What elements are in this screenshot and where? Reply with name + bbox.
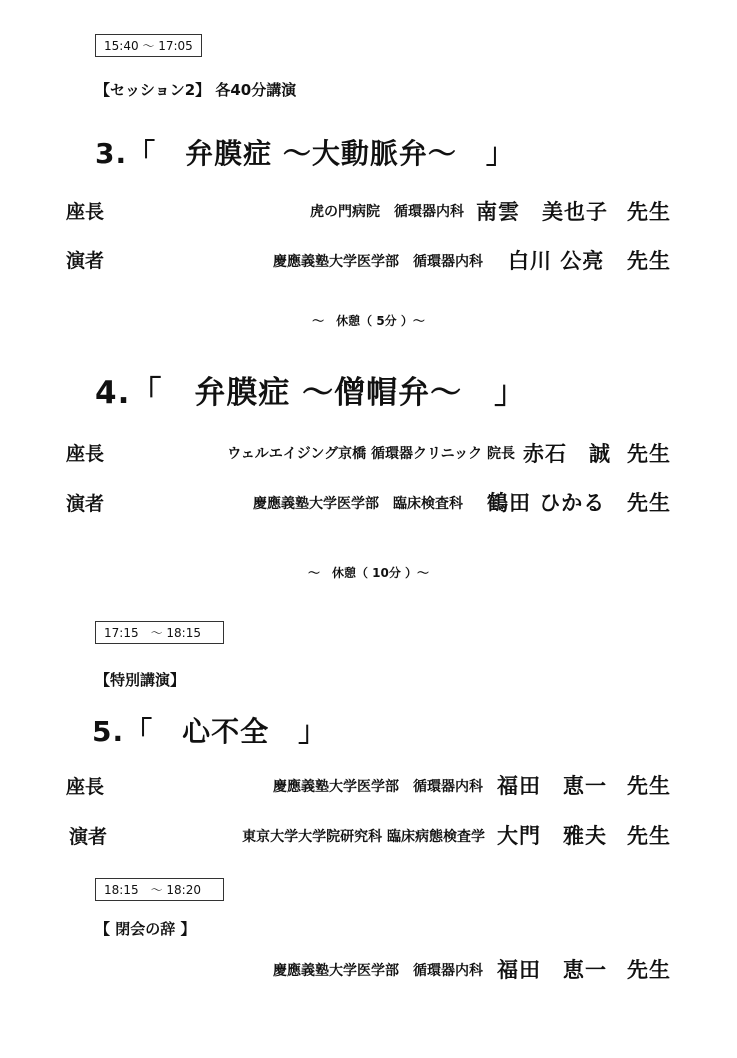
lecture3-chair-role: 座長 <box>66 201 105 223</box>
lecture5-speaker-role: 演者 <box>69 826 108 848</box>
session2-header: 【セッション2】 各40分講演 <box>95 81 297 99</box>
special-time-box: 17:15 ～ 18:15 <box>95 621 224 644</box>
lecture4-speaker-affiliation: 慶應義塾大学医学部 臨床検査科 <box>253 496 463 512</box>
lecture5-speaker-name: 大門 雅夫 <box>497 824 607 848</box>
closing-honorific: 先生 <box>627 958 671 982</box>
lecture3-chair-affiliation: 虎の門病院 循環器内科 <box>310 204 464 220</box>
lecture4-speaker-role: 演者 <box>66 493 105 515</box>
break-1: ～ 休憩（ 5分 ）～ <box>312 314 425 328</box>
lecture4-speaker-honorific: 先生 <box>627 491 671 515</box>
lecture3-chair-name: 南雲 美也子 <box>476 200 608 224</box>
break-2: ～ 休憩（ 10分 ）～ <box>307 566 430 580</box>
lecture5-speaker-affiliation: 東京大学大学院研究科 臨床病態検査学 <box>242 829 485 845</box>
lecture4-chair-honorific: 先生 <box>627 442 671 466</box>
lecture4-chair-name: 赤石 誠 <box>523 442 611 466</box>
lecture4-chair-role: 座長 <box>66 443 105 465</box>
lecture5-chair-honorific: 先生 <box>627 774 671 798</box>
lecture3-title: 3.「 弁膜症 ～大動脈弁～ 」 <box>95 137 515 170</box>
closing-header: 【 閉会の辞 】 <box>95 920 196 938</box>
lecture3-speaker-name: 白川 公亮 <box>508 249 605 273</box>
lecture5-chair-role: 座長 <box>66 776 105 798</box>
special-header: 【特別講演】 <box>95 671 186 689</box>
session2-time-box: 15:40 ～ 17:05 <box>95 34 202 57</box>
lecture3-speaker-affiliation: 慶應義塾大学医学部 循環器内科 <box>273 254 483 270</box>
lecture3-chair-honorific: 先生 <box>627 200 671 224</box>
lecture5-chair-affiliation: 慶應義塾大学医学部 循環器内科 <box>273 779 483 795</box>
lecture3-speaker-honorific: 先生 <box>627 249 671 273</box>
lecture5-title: 5.「 心不全 」 <box>92 715 328 748</box>
closing-time-box: 18:15 ～ 18:20 <box>95 878 224 901</box>
closing-name: 福田 恵一 <box>497 958 607 982</box>
lecture4-speaker-name: 鶴田 ひかる <box>487 491 606 515</box>
lecture3-speaker-role: 演者 <box>66 250 105 272</box>
lecture5-chair-name: 福田 恵一 <box>497 774 607 798</box>
closing-affiliation: 慶應義塾大学医学部 循環器内科 <box>273 963 483 979</box>
lecture5-speaker-honorific: 先生 <box>627 824 671 848</box>
lecture4-title: 4.「 弁膜症 ～僧帽弁～ 」 <box>95 375 527 411</box>
lecture4-chair-affiliation: ウェルエイジング京橋 循環器クリニック 院長 <box>227 446 515 462</box>
